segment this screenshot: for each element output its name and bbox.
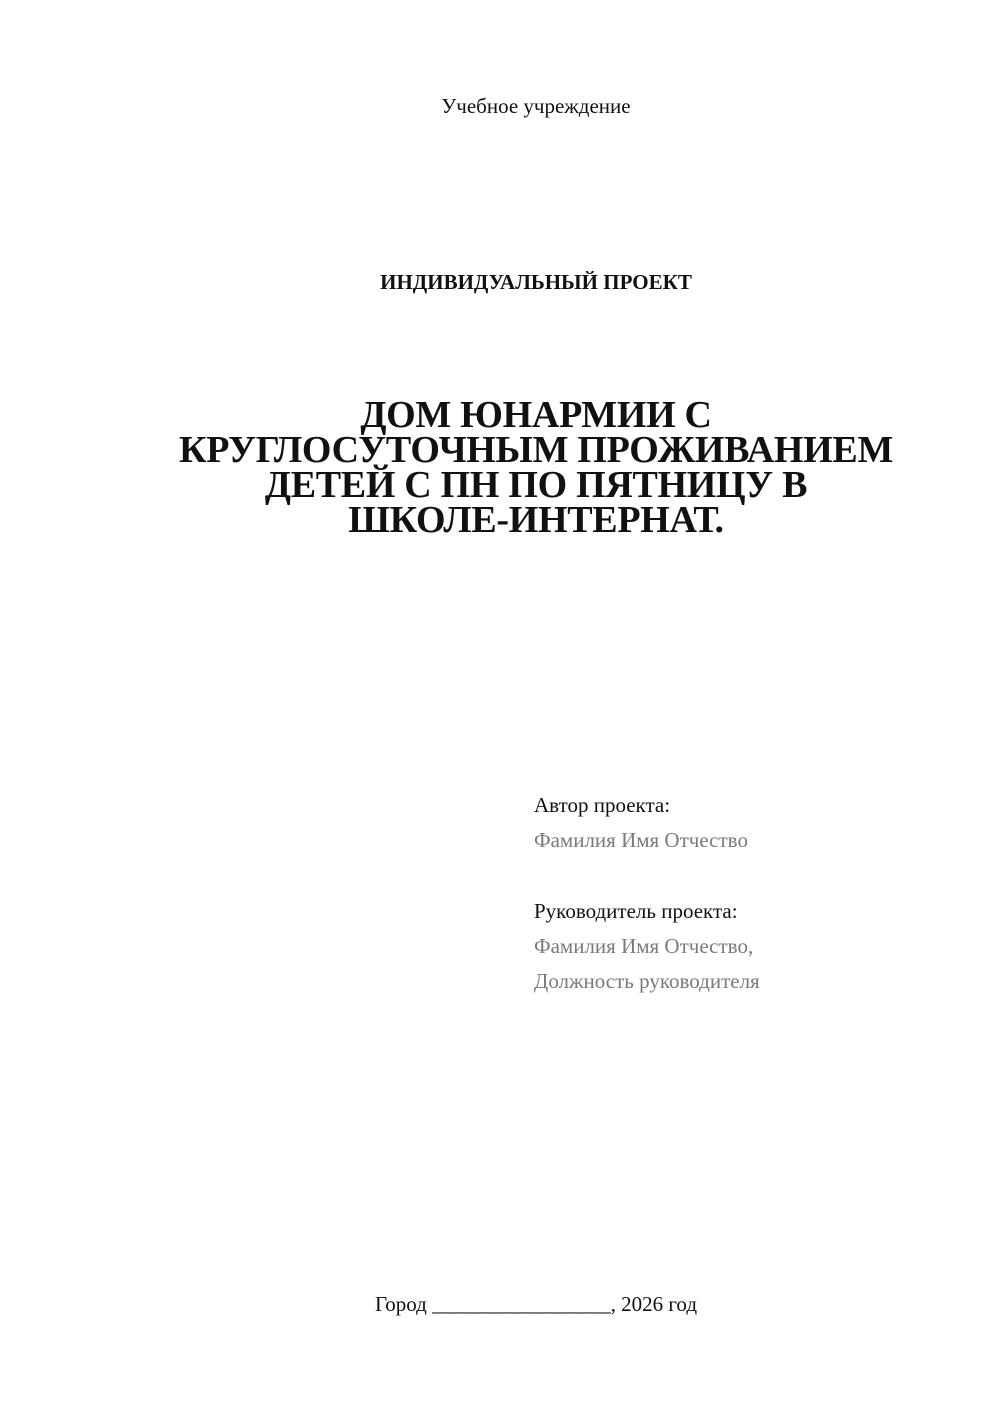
author-label: Автор проекта:: [534, 793, 671, 817]
credits-block: [534, 788, 974, 999]
supervisor-position: Должность руководителя: [534, 969, 760, 993]
document-title-line: ШКОЛЕ-ИНТЕРНАТ.: [348, 499, 724, 541]
author-name: Фамилия Имя Отчество: [534, 828, 748, 852]
supervisor-label: Руководитель проекта:: [534, 899, 738, 923]
document-type: ИНДИВИДУАЛЬНЫЙ ПРОЕКТ: [380, 270, 692, 294]
document-title: [140, 394, 932, 541]
document-title-line: КРУГЛОСУТОЧНЫМ ПРОЖИВАНИЕМ: [178, 429, 894, 471]
institution-name: Учебное учреждение: [441, 94, 631, 118]
document-title-line: ДОМ ЮНАРМИИ С: [360, 394, 712, 436]
supervisor-name: Фамилия Имя Отчество,: [534, 934, 754, 958]
credits-spacer: [534, 858, 974, 894]
city-year-line: Город _________________, 2026 год: [374, 1292, 698, 1316]
document-title-line: ДЕТЕЙ С ПН ПО ПЯТНИЦУ В: [264, 464, 808, 506]
